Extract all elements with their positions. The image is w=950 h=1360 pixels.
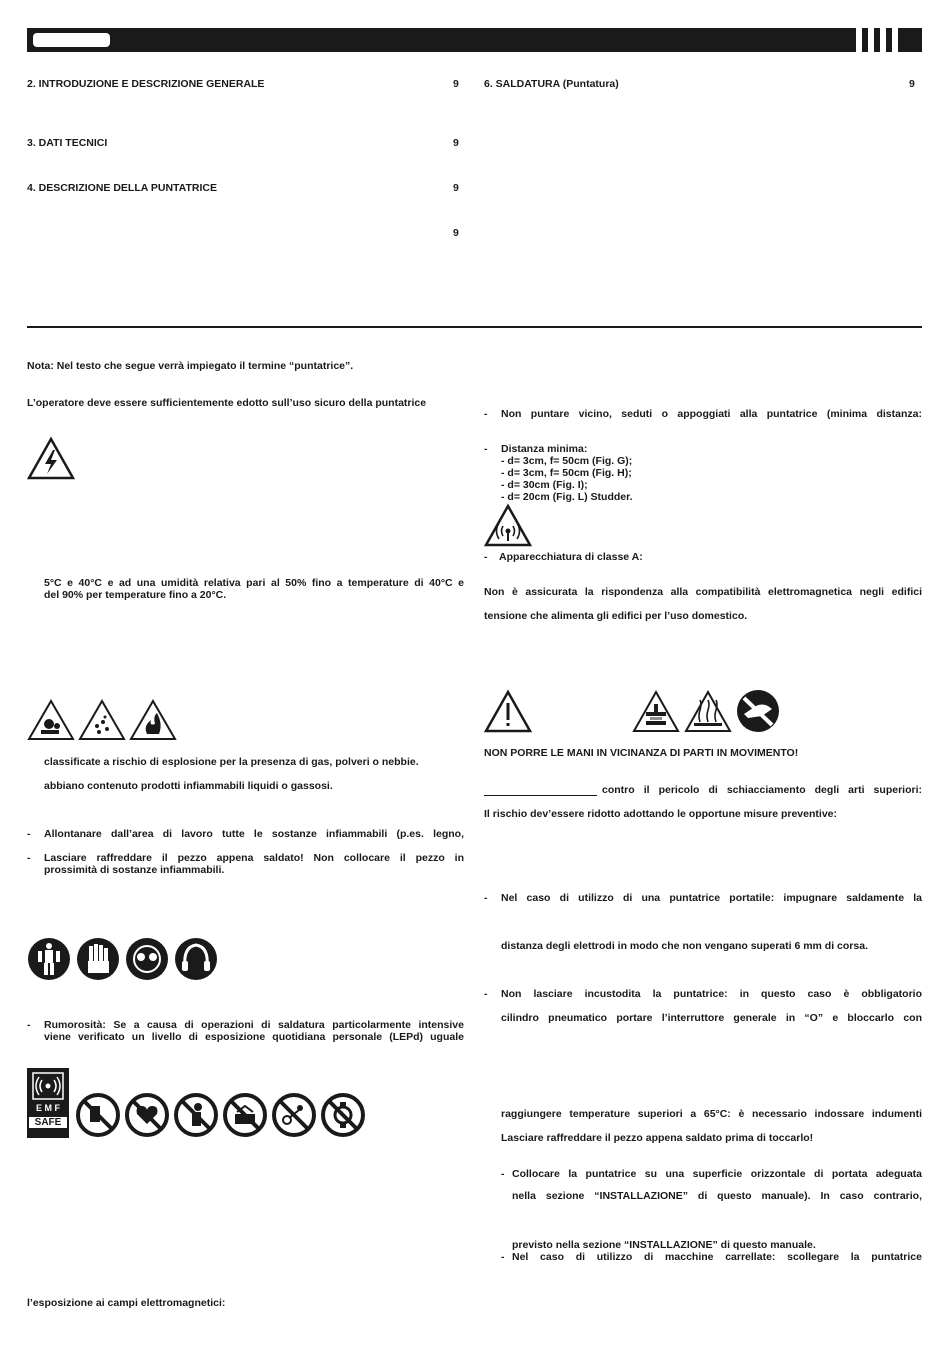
- esposizione-text: l’esposizione ai campi elettromagnetici:: [27, 1297, 226, 1309]
- header-stripe: [880, 28, 886, 52]
- emf-safe-logo: [27, 1068, 69, 1138]
- header-stripe: [856, 28, 862, 52]
- header-label-box: [33, 33, 110, 47]
- emf-label: E M F: [36, 1103, 60, 1113]
- distanza-elettrodi-text: distanza degli elettrodi in modo che non vengano superati 6 mm di corsa.: [501, 940, 868, 952]
- toc-item-label: 2. INTRODUZIONE E DESCRIZIONE GENERALE: [27, 78, 265, 90]
- raffreddare-text-1: Lasciare raffreddare il pezzo appena saldato! Non collocare il pezzo in: [44, 852, 464, 864]
- temperature-text-2: del 90% per temperature fino a 20°C.: [44, 589, 227, 601]
- toc-item-label: 6. SALDATURA (Puntatura): [484, 78, 619, 90]
- distanza-line: - d= 20cm (Fig. L) Studder.: [501, 491, 633, 503]
- safe-label: SAFE: [29, 1117, 67, 1128]
- raffreddare-text-2: prossimità di sostanze infiammabili.: [44, 864, 225, 876]
- toc-item-page: 9: [909, 78, 915, 90]
- allontanare-text: Allontanare dall’area di lavoro tutte le sostanze infiammabili (p.es. legno,: [44, 828, 464, 840]
- temperature-text-1: 5°C e 40°C e ad una umidità relativa pari al 50% fino a temperature di 40°C e: [44, 577, 464, 589]
- crush-hot-no-hands-icons: [632, 688, 782, 734]
- emf-prohibition-icons: [76, 1092, 368, 1138]
- bullet-dash: -: [484, 551, 488, 563]
- collocare-text: Collocare la puntatrice su una superficie orizzontale di portata adeguata: [512, 1168, 922, 1180]
- tensione-text: tensione che alimenta gli edifici per l’uso domestico.: [484, 610, 748, 622]
- toc-item-page: 9: [453, 227, 459, 239]
- warning-icon: [484, 689, 532, 733]
- bullet-dash: -: [484, 408, 488, 420]
- header-bar: [27, 28, 922, 52]
- nota-text: Nota: Nel testo che segue verrà impiegato il termine “puntatrice”.: [27, 360, 354, 372]
- temperature-text: raggiungere temperature superiori a 65°C: è necessario indossare indumenti: [501, 1108, 922, 1120]
- sezione-text: nella sezione “INSTALLAZIONE” di questo manuale). In caso contrario,: [512, 1190, 922, 1202]
- rischio-esplosione-text: classificate a rischio di esplosione per la presenza di gas, polveri o nebbie.: [44, 756, 419, 768]
- distanza-line: - d= 3cm, f= 50cm (Fig. H);: [501, 467, 632, 479]
- non-assicurata-text: Non è assicurata la rispondenza alla compatibilità elettromagnetica negli edifici: [484, 586, 922, 598]
- toc-item-page: 9: [453, 78, 459, 90]
- non-ionizing-radiation-icon: [484, 503, 532, 547]
- lasciare-text: Lasciare raffreddare il pezzo appena saldato prima di toccarlo!: [501, 1132, 814, 1144]
- classe-a-text: Apparecchiatura di classe A:: [499, 551, 643, 563]
- bullet-dash: -: [27, 1019, 31, 1031]
- non-puntare-text: Non puntare vicino, seduti o appoggiati alla puntatrice (minima distanza:: [501, 408, 922, 420]
- previsto-text: previsto nella sezione “INSTALLAZIONE” di questo manuale.: [512, 1239, 816, 1251]
- bullet-dash: -: [501, 1168, 505, 1180]
- toc-item-page: 9: [453, 182, 459, 194]
- toc-item-page: 9: [453, 137, 459, 149]
- bullet-dash: -: [484, 988, 488, 1000]
- incustodita-text: Non lasciare incustodita la puntatrice: in questo caso è obbligatorio: [501, 988, 922, 1000]
- cilindro-text: cilindro pneumatico portare l’interruttore generale in “O” e bloccarlo con: [501, 1012, 922, 1024]
- explosion-fire-hazard-icons: [27, 698, 177, 742]
- distanza-minima-title: Distanza minima:: [501, 443, 588, 455]
- header-stripe: [892, 28, 898, 52]
- bullet-dash: -: [484, 892, 488, 904]
- portatile-text: Nel caso di utilizzo di una puntatrice portatile: impugnare saldamente la: [501, 892, 922, 904]
- electric-hazard-icon: [27, 436, 75, 480]
- rischio-ridotto-text: Il rischio dev’essere ridotto adottando le opportune misure preventive:: [484, 808, 837, 820]
- distanza-line: - d= 30cm (Fig. I);: [501, 479, 588, 491]
- bullet-dash: -: [501, 1251, 505, 1263]
- rumorosita-text-2: viene verificato un livello di esposizione quotidiana personale (LEPd) uguale: [44, 1031, 464, 1043]
- header-stripe: [868, 28, 874, 52]
- carrellate-text: Nel caso di utilizzo di macchine carrellate: scollegare la puntatrice: [512, 1251, 922, 1263]
- radiation-waves-icon: [32, 1072, 64, 1100]
- distanza-line: - d= 3cm, f= 50cm (Fig. G);: [501, 455, 633, 467]
- blank-underline: [484, 795, 597, 796]
- section-divider: [27, 326, 922, 328]
- operatore-text: L’operatore deve essere sufficientemente edotto sull’uso sicuro della puntatrice: [27, 397, 427, 409]
- non-porre-mani-text: NON PORRE LE MANI IN VICINANZA DI PARTI IN MOVIMENTO!: [484, 747, 799, 759]
- contro-pericolo-text: contro il pericolo di schiacciamento degli arti superiori:: [602, 784, 922, 796]
- bullet-dash: -: [27, 828, 31, 840]
- toc-item-label: 3. DATI TECNICI: [27, 137, 108, 149]
- bullet-dash: -: [484, 443, 488, 455]
- contenuto-text: abbiano contenuto prodotti infiammabili liquidi o gassosi.: [44, 780, 333, 792]
- bullet-dash: -: [27, 852, 31, 864]
- rumorosita-text-1: Rumorosità: Se a causa di operazioni di saldatura particolarmente intensive: [44, 1019, 464, 1031]
- ppe-mandatory-icons: [27, 937, 221, 981]
- toc-item-label: 4. DESCRIZIONE DELLA PUNTATRICE: [27, 182, 217, 194]
